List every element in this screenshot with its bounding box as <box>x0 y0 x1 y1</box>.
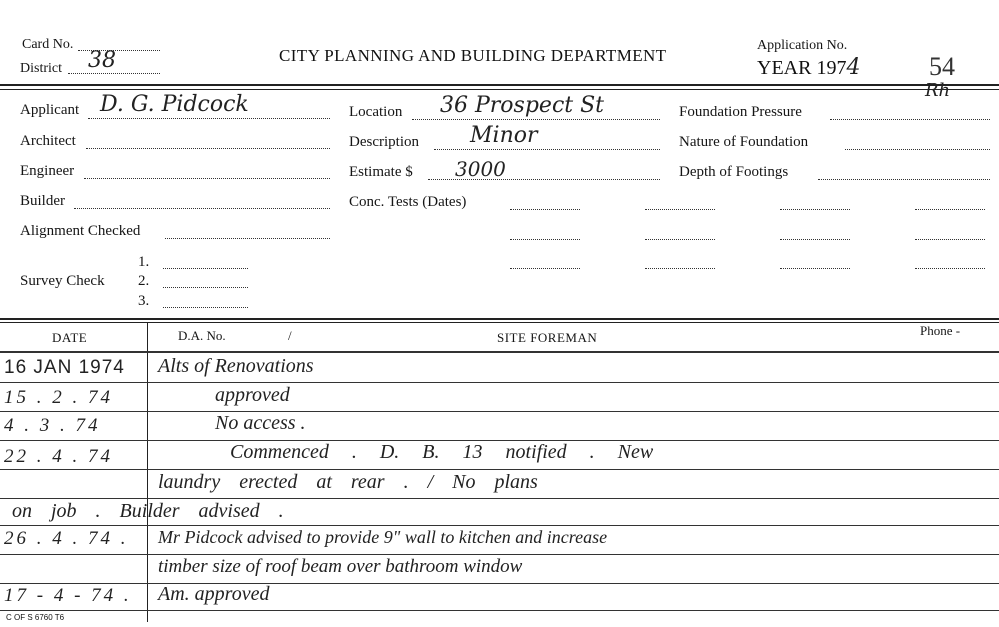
year-prefix: YEAR 197 <box>757 57 847 79</box>
card-no-label: Card No. <box>22 37 74 52</box>
builder-label: Builder <box>20 193 65 209</box>
entry-6-note: Am. approved <box>158 583 270 605</box>
survey-3-label: 3. <box>138 293 150 309</box>
entry-4-note: Commenced . D. B. 13 notified . New <box>230 441 654 463</box>
conc-test-line-2c <box>780 239 850 240</box>
conc-test-line-3a <box>510 268 580 269</box>
phone-header: Phone - <box>920 323 961 338</box>
page-title: CITY PLANNING AND BUILDING DEPARTMENT <box>279 46 667 65</box>
engineer-label: Engineer <box>20 163 75 179</box>
log-header-bottom <box>0 351 999 353</box>
log-top-border <box>0 318 999 320</box>
conc-test-line-3c <box>780 268 850 269</box>
conc-test-line-2d <box>915 239 985 240</box>
architect-label: Architect <box>20 133 76 149</box>
row-line-6 <box>0 525 999 526</box>
header-divider <box>0 84 999 86</box>
estimate-value: 3000 <box>455 157 506 181</box>
conc-test-line-1b <box>645 209 715 210</box>
entry-5-date: 26 . 4 . 74 . <box>4 528 129 549</box>
conc-test-line-2a <box>510 239 580 240</box>
entry-4-date: 22 . 4 . 74 <box>4 446 113 467</box>
form-code: C OF S 6760 T6 <box>6 613 65 622</box>
conc-test-line-1c <box>780 209 850 210</box>
description-line <box>434 149 660 150</box>
date-column-header: DATE <box>52 330 88 345</box>
engineer-line <box>84 178 330 179</box>
alignment-label: Alignment Checked <box>20 223 141 239</box>
survey-1-label: 1. <box>138 254 150 270</box>
depth-label: Depth of Footings <box>679 164 789 180</box>
row-line-9 <box>0 610 999 611</box>
header-divider-thin <box>0 89 999 90</box>
survey-3-line <box>163 307 248 308</box>
initials: Rh <box>925 80 951 101</box>
entry-4-note-cont-1: laundry erected at rear . / No plans <box>158 471 538 493</box>
nature-label: Nature of Foundation <box>679 134 809 150</box>
entry-3-note: No access . <box>215 412 306 434</box>
district-line <box>68 73 160 74</box>
description-label: Description <box>349 134 419 150</box>
site-foreman-header: SITE FOREMAN <box>497 330 598 345</box>
location-line <box>412 119 660 120</box>
description-value: Minor <box>470 123 538 148</box>
applicant-value: D. G. Pidcock <box>100 92 249 117</box>
conc-test-line-2b <box>645 239 715 240</box>
entry-1-note: Alts of Renovations <box>158 355 314 377</box>
entry-4-note-cont-2: on job . Builder advised . <box>12 500 284 522</box>
conc-test-line-1d <box>915 209 985 210</box>
survey-1-line <box>163 268 248 269</box>
location-value: 36 Prospect St <box>440 93 605 118</box>
survey-label: Survey Check <box>20 273 105 289</box>
da-no-slash: / <box>288 328 292 343</box>
application-number: 54 <box>929 52 955 81</box>
conc-test-line-3b <box>645 268 715 269</box>
district-label: District <box>20 61 62 76</box>
foundation-pressure-label: Foundation Pressure <box>679 104 802 120</box>
applicant-label: Applicant <box>20 102 80 118</box>
row-line-7 <box>0 554 999 555</box>
depth-line <box>818 179 990 180</box>
entry-2-note: approved <box>215 384 290 406</box>
row-line-5 <box>0 498 999 499</box>
da-no-header: D.A. No. <box>178 328 226 343</box>
applicant-line <box>88 118 330 119</box>
survey-2-line <box>163 287 248 288</box>
entry-2-date: 15 . 2 . 74 <box>4 387 113 408</box>
district-value: 38 <box>88 48 116 73</box>
row-line-2 <box>0 411 999 412</box>
log-top-border-thin <box>0 322 999 323</box>
row-line-1 <box>0 382 999 383</box>
conc-test-line-3d <box>915 268 985 269</box>
year-digit: 4 <box>846 55 861 80</box>
builder-line <box>74 208 330 209</box>
conc-tests-label: Conc. Tests (Dates) <box>349 194 467 210</box>
row-line-4 <box>0 469 999 470</box>
application-no-label: Application No. <box>757 38 848 53</box>
architect-line <box>86 148 330 149</box>
year-label <box>757 55 860 80</box>
alignment-line <box>165 238 330 239</box>
date-column-divider <box>147 322 148 622</box>
entry-6-date: 17 - 4 - 74 . <box>4 585 132 606</box>
estimate-label: Estimate $ <box>349 164 413 180</box>
entry-3-date: 4 . 3 . 74 <box>4 415 101 436</box>
foundation-pressure-line <box>830 119 990 120</box>
location-label: Location <box>349 104 403 120</box>
entry-1-date: 16 JAN 1974 <box>4 357 125 378</box>
row-line-8 <box>0 583 999 584</box>
conc-test-line-1a <box>510 209 580 210</box>
entry-5-note: Mr Pidcock advised to provide 9" wall to kitchen and increase <box>158 527 608 547</box>
nature-line <box>845 149 990 150</box>
entry-5-note-cont: timber size of roof beam over bathroom window <box>158 556 523 577</box>
survey-2-label: 2. <box>138 273 150 289</box>
